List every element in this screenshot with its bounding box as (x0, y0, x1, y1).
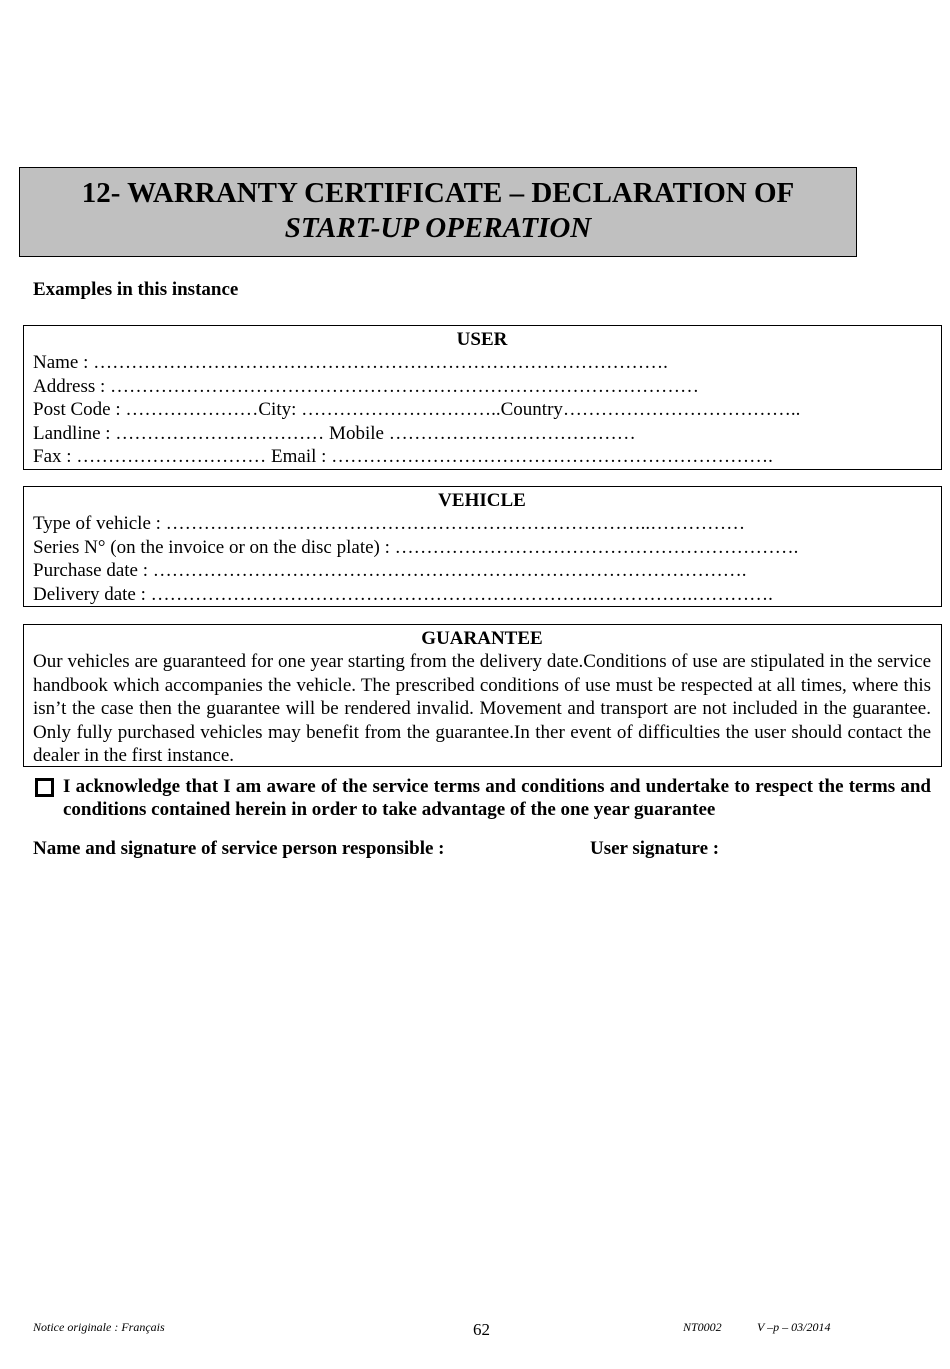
service-signature-label: Name and signature of service person responsible : (33, 838, 445, 859)
page-number: 62 (473, 1320, 490, 1339)
guarantee-text: Our vehicles are guaranteed for one year starting from the delivery date.Conditions of use are stipulated in the service handbook which accompanies the vehicle. The prescribed conditions of use must be respected at all times, where this isn’t the case then the guarantee will be rendered invalid. Movement and transport are not included in the guarantee. Only fully purchased vehicles may benefit from the guarantee.In ther event of difficulties the user should contact the dealer in the first instance. (33, 651, 931, 767)
user-signature-label: User signature : (590, 838, 720, 859)
user-section (23, 325, 942, 470)
vehicle-heading: VEHICLE (438, 490, 526, 511)
acknowledge-text: I acknowledge that I am aware of the service terms and conditions and undertake to respect the terms and conditions contained herein in order to take advantage of the one year guarantee (63, 776, 931, 821)
footer-notice: Notice originale : Français (33, 1320, 165, 1334)
delivery-date-field[interactable]: Delivery date : …………………………………………………………….…………….…………. (33, 583, 773, 605)
guarantee-heading: GUARANTEE (421, 628, 543, 649)
page-title (19, 167, 857, 257)
vehicle-section (23, 486, 942, 607)
purchase-date-field[interactable]: Purchase date : …………………………………………………………………………………. (33, 560, 747, 582)
address-field[interactable]: Address : ………………………………………………………………………………… (33, 375, 700, 397)
title-line-2: START-UP OPERATION (284, 212, 592, 244)
vehicle-type-field[interactable]: Type of vehicle : …………………………………………………………………..…………… (33, 513, 746, 535)
acknowledge-checkbox[interactable] (35, 778, 54, 797)
series-number-field[interactable]: Series N° (on the invoice or on the disc plate) : ………………………………………………………. (33, 536, 799, 558)
title-line-1: 12- WARRANTY CERTIFICATE – DECLARATION OF (81, 177, 795, 209)
fax-email-field[interactable]: Fax : ………………………… Email : ……………………………………………………………. (33, 446, 773, 468)
name-field[interactable]: Name : ………………………………………………………………………………. (33, 352, 668, 374)
guarantee-section (23, 624, 942, 767)
user-heading: USER (456, 329, 508, 350)
footer-version: V –p – 03/2014 (757, 1320, 831, 1334)
acknowledge-statement (33, 775, 931, 822)
landline-mobile-field[interactable]: Landline : …………………………… Mobile ………………………………… (33, 422, 636, 444)
postcode-city-country-field[interactable]: Post Code : …………………City: …………………………..Country……………………………….. (33, 399, 801, 421)
subtitle: Examples in this instance (33, 279, 239, 300)
footer-code: NT0002 (683, 1320, 722, 1334)
